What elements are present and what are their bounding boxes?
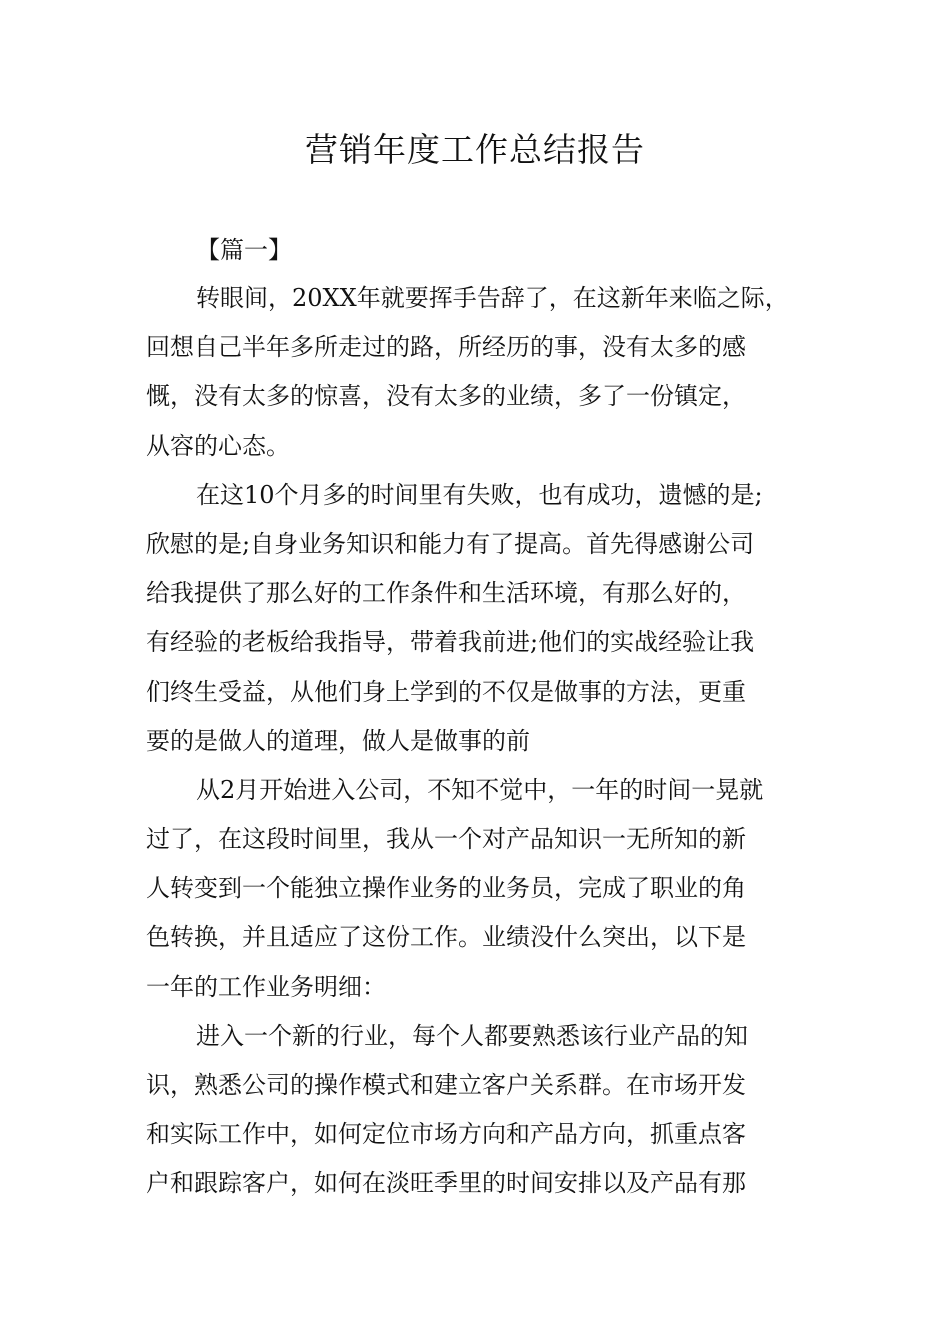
text-line: 色转换，并且适应了这份工作。业绩没什么突出，以下是 — [146, 923, 746, 952]
text-line: 回想自己半年多所走过的路，所经历的事，没有太多的感 — [146, 333, 746, 362]
text-line: 户和跟踪客户，如何在淡旺季里的时间安排以及产品有那 — [146, 1169, 746, 1198]
section-label: 【篇一】 — [196, 236, 292, 264]
text-line: 在这10个月多的时间里有失败，也有成功，遗憾的是; — [196, 480, 763, 509]
document-title: 营销年度工作总结报告 — [305, 130, 645, 169]
text-line: 欣慰的是;自身业务知识和能力有了提高。首先得感谢公司 — [146, 529, 755, 558]
paragraph — [146, 766, 810, 1012]
text-line: 从容的心态。 — [146, 431, 290, 460]
paragraph — [146, 274, 810, 471]
text-line: 给我提供了那么好的工作条件和生活环境，有那么好的， — [146, 579, 746, 608]
text-line: 们终生受益，从他们身上学到的不仅是做事的方法，更重 — [146, 677, 746, 706]
text-line: 有经验的老板给我指导，带着我前进;他们的实战经验让我 — [146, 628, 755, 657]
text-line: 从2月开始进入公司，不知不觉中，一年的时间一晃就 — [196, 775, 764, 804]
text-line: 人转变到一个能独立操作业务的业务员，完成了职业的角 — [146, 874, 746, 903]
paragraph — [146, 471, 810, 766]
paragraph — [146, 1012, 810, 1209]
text-line: 进入一个新的行业，每个人都要熟悉该行业产品的知 — [196, 1021, 748, 1050]
text-line: 识，熟悉公司的操作模式和建立客户关系群。在市场开发 — [146, 1071, 746, 1099]
text-line: 转眼间，20XX年就要挥手告辞了，在这新年来临之际， — [196, 284, 789, 312]
text-line: 要的是做人的道理，做人是做事的前 — [146, 726, 530, 755]
document-body — [146, 274, 810, 1209]
text-line: 一年的工作业务明细： — [146, 972, 386, 1001]
text-line: 慨，没有太多的惊喜，没有太多的业绩，多了一份镇定， — [146, 382, 746, 411]
text-line: 和实际工作中，如何定位市场方向和产品方向，抓重点客 — [146, 1120, 746, 1149]
text-line: 过了，在这段时间里，我从一个对产品知识一无所知的新 — [146, 825, 746, 854]
